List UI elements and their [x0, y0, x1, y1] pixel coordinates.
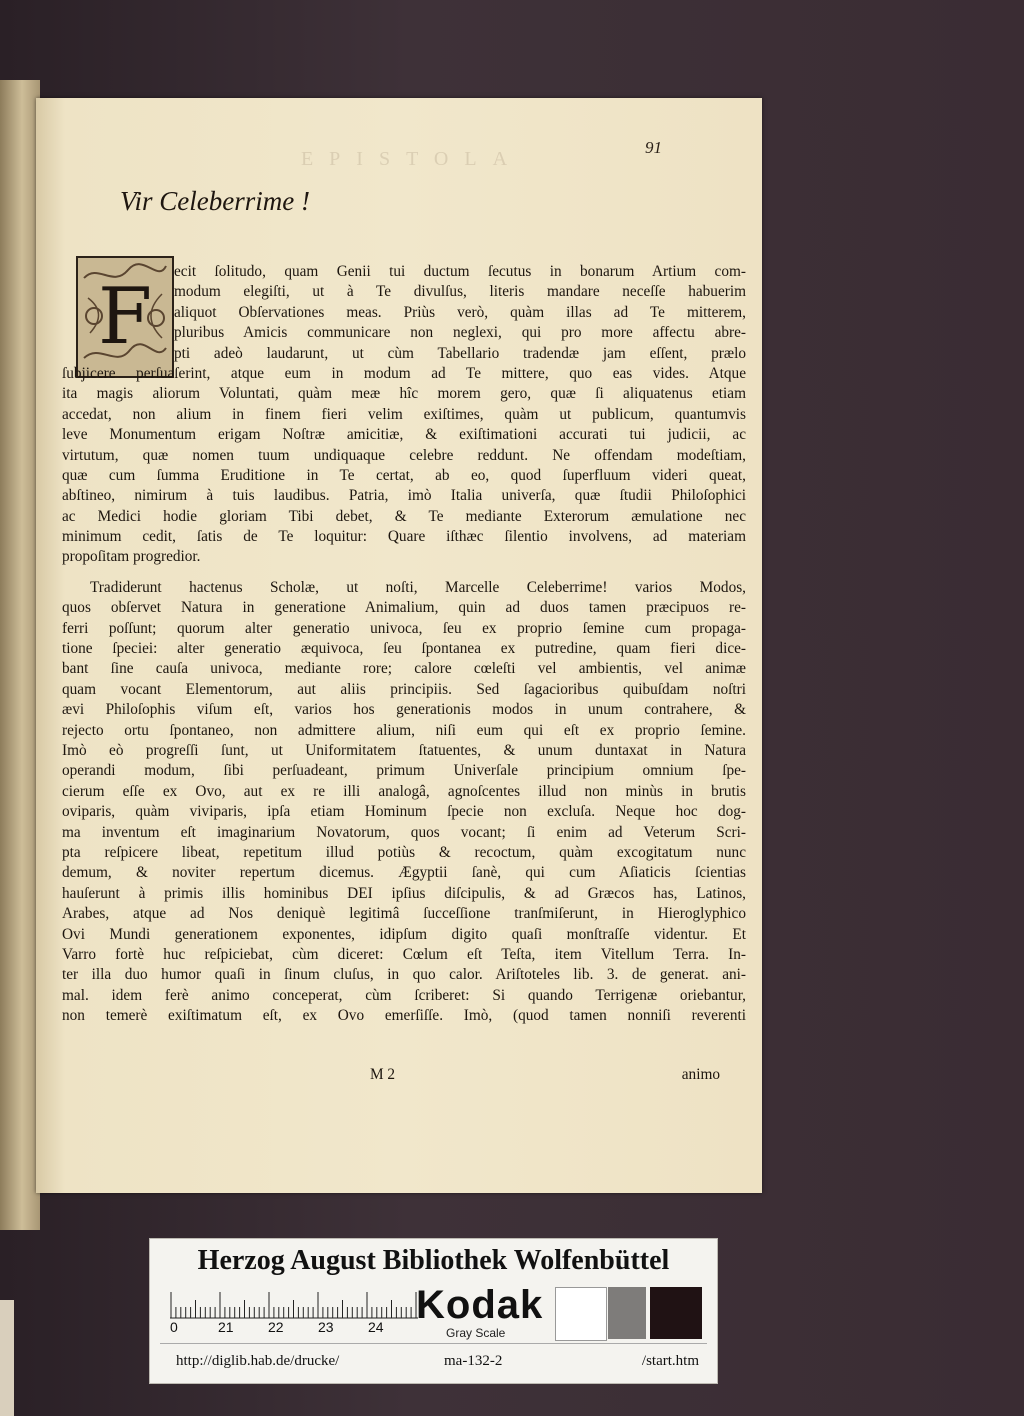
signature-mark: M 2 — [370, 1066, 396, 1083]
text-line: Varro fortè huc reſpiciebat, cùm diceret: Cœlum eſt Teſta, item Vitellum Terra. In- — [62, 945, 746, 963]
ruler-label: 21 — [218, 1319, 234, 1335]
text-line: aliquot Obſervationes meas. Priùs verò, quàm illas ad Te mitterem, — [174, 303, 746, 321]
text-line: minimum cedit, ſatis de Te loquitur: Quare iſthæc ſilentio involvens, ad materiam — [62, 528, 746, 546]
catchword: animo — [681, 1066, 720, 1083]
library-name: Herzog August Bibliothek Wolfenbüttel — [197, 1245, 670, 1276]
text-line: accedat, non alium in finem fieri velim exiſtimes, quàm ut publicum, quantumvis — [62, 405, 746, 423]
text-line: ecit ſolitudo, quam Genii tui ductum ſecutus in bonarum Artium com- — [174, 263, 746, 280]
text-line: Arabes, atque ad Nos deniquè legitimâ ſucceſſione tranſmiſerunt, in Hieroglyphico — [62, 905, 746, 923]
text-line: Tradiderunt hactenus Scholæ, ut noſti, Marcelle Celeberrime! varios Modos, — [90, 578, 746, 596]
text-line: propoſitam progredior. — [62, 548, 201, 566]
text-line: pluribus Amicis communicare non neglexi, qui pro more affectu abre- — [174, 324, 746, 342]
text-line: modum elegiſti, ut à Te divulſus, literis mandare neceſſe habuerim — [174, 283, 746, 301]
text-line: quos obſervet Natura in generatione Animalium, quin ad duos tamen præcipuos re- — [62, 599, 746, 617]
text-line: pti adeò laudarunt, ut cùm Tabellario tradendæ jam eſſent, prælo — [174, 344, 746, 362]
paragraph-gap — [62, 568, 746, 578]
ruler-label: 24 — [368, 1319, 384, 1335]
start-page-path: /start.htm — [641, 1353, 699, 1369]
text-line: rejecto ortu ſpontaneo, non admittere alium, niſi eum qui eſt ex proprio ſemine. — [62, 721, 746, 739]
text-line: hauſerunt à primis illis hominibus DEI ipſius diſcipulis, & ad Græcos has, Latinos, — [62, 884, 746, 902]
text-line: pta reſpicere libeat, repetitum illud potiùs & recoctum, quàm excogitatum nunc — [62, 843, 746, 861]
ruler-label: 22 — [268, 1319, 284, 1335]
ruler-label: 0 — [170, 1319, 178, 1335]
text-line: ac Medici hodie gloriam Tibi debet, & Te mediante Exterorum æmulatione nec — [62, 507, 746, 525]
body-text — [62, 262, 746, 1026]
text-line: non temerè exiſtimatum eſt, ex Ovo emerſiſſe. Imò, (quod tamen nonniſi reverenti — [62, 1007, 746, 1025]
text-line: bant ſine cauſa univoca, mediante rore; calore cœleſti vel ambientis, vel animæ — [62, 660, 746, 678]
text-line: abſtineo, nimirum à tuis laudibus. Patria, imò Italia univerſa, quæ ſtudii Philoſophici — [62, 487, 746, 505]
library-target-card — [149, 1238, 718, 1384]
initial-letter: F — [97, 272, 153, 362]
ruler-scale-icon — [170, 1291, 418, 1319]
text-line: operandi modum, ſibi perſuadeant, primum Univerſale principium omnium ſpe- — [62, 762, 746, 780]
text-line: ævi Philoſophis viſum eſt, varios hos generationis modos in unum contrahere, & — [62, 701, 746, 719]
text-line: oviparis, quàm viviparis, ipſa etiam Hominum ſpecie non excluſa. Neque hoc dog- — [62, 803, 746, 821]
ruler-label: 23 — [318, 1319, 334, 1335]
text-line: quæ cum ſumma Eruditione in Te certat, ab eo, quod ſuperfluum videri queat, — [62, 466, 746, 484]
white-patch — [555, 1287, 607, 1341]
kodak-logo: Kodak — [416, 1283, 544, 1327]
facing-page-edge — [0, 80, 40, 1230]
text-line: demum, & noviter repertum dicemus. Ægyptii ſanè, qui cum Aſiaticis ſcientias — [62, 864, 746, 882]
text-line: cierum eſſe ex Ovo, aut ex re illi analogâ, agnoſcentes illud non minùs in brutis — [62, 782, 746, 800]
text-line: tione ſpeciei: alter generatio æquivoca, ſeu ſpontanea ex putredine, quam fieri dice- — [62, 640, 746, 658]
text-line: Imò eò progreſſi ſunt, ut Uniformitatem ſtatuentes, & unum duntaxat in Natura — [62, 741, 746, 759]
gray-patch — [608, 1287, 646, 1339]
text-line: mal. idem ferè animo conceperat, cùm ſcriberet: Si quando Terrigenæ oriebantur, — [62, 986, 746, 1004]
text-line: ter illa duo humor quaſi in ſinum cluſus, in quo calor. Ariſtoteles lib. 3. de generat. ani- — [62, 966, 746, 984]
book-page — [36, 98, 762, 1193]
facing-page-strip — [0, 1300, 14, 1416]
text-line: ſubjicere perſuaſerint, atque eum in modum ad Te mittere, quo eas vides. Atque — [62, 364, 746, 382]
digital-library-url: http://diglib.hab.de/drucke/ — [176, 1353, 340, 1369]
text-line: ita magis aliorum Voluntati, quàm meæ hîc morem gero, quæ ſi aliquatenus etiam — [62, 385, 746, 403]
text-line: virtutum, quæ nomen tuum undiquaque celebre reddunt. Ne offendam modeſtiam, — [62, 446, 746, 464]
black-patch — [650, 1287, 702, 1339]
text-line: Ovi Mundi generationem exponentes, idipſum digito quaſi monſtraſſe videntur. Et — [62, 925, 746, 943]
text-line: quam vocant Elementorum, aut aliis principiis. Sed ſagacioribus quibuſdam noſtri — [62, 680, 746, 698]
shelfmark-code: ma-132-2 — [444, 1353, 503, 1369]
text-line: ma inventum eſt imaginarium Novatorum, quos vocant; ſi enim ad Veterum Scri- — [62, 823, 746, 841]
ruler-labels — [170, 1319, 420, 1339]
text-line: leve Monumentum erigam Noſtræ amicitiæ, & exiſtimationi accurati tui judicii, ac — [62, 426, 746, 444]
text-line: ferri poſſunt; quorum alter generatio univoca, ſeu ex proprio ſemine cum propaga- — [62, 619, 746, 637]
salutation-heading: Vir Celeberrime ! — [120, 186, 310, 216]
page-number: 91 — [645, 138, 662, 157]
gray-scale-label: Gray Scale — [446, 1326, 506, 1340]
running-head-bleedthrough: EPISTOLA — [300, 148, 524, 170]
card-divider — [160, 1343, 707, 1344]
